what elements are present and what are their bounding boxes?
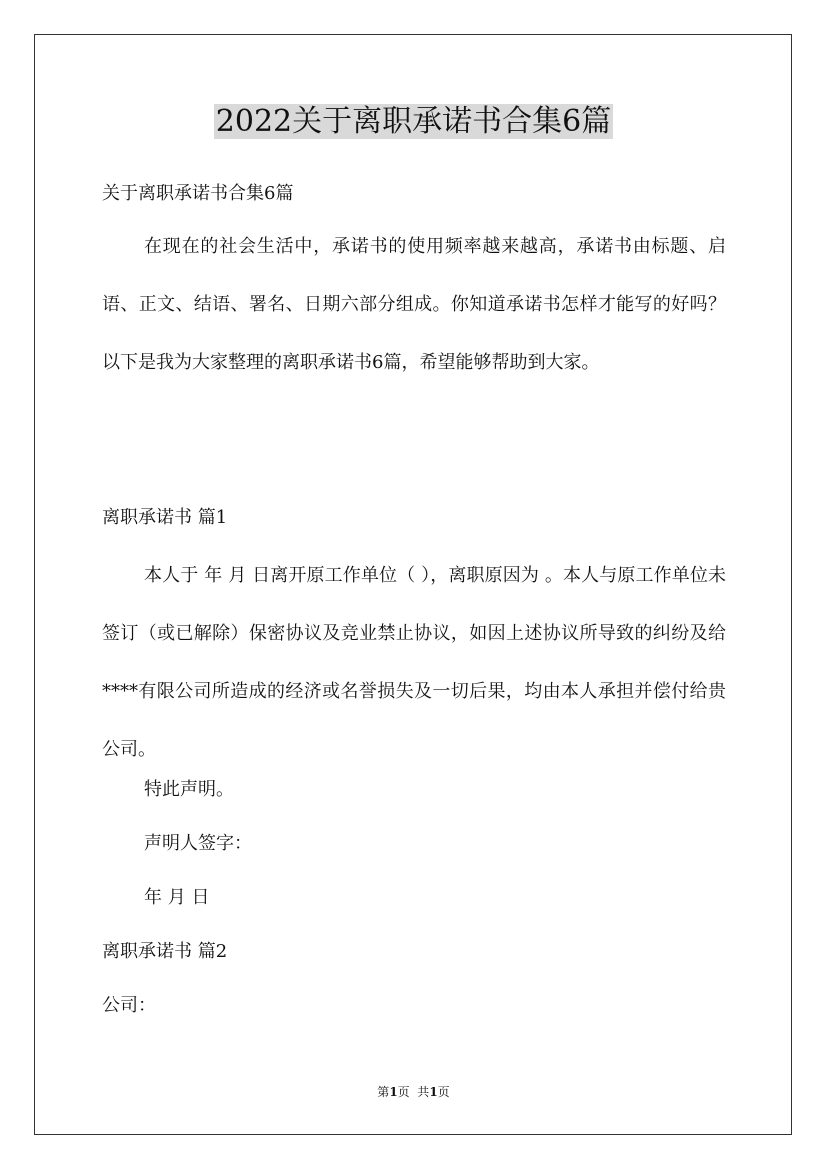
section-2-salutation: 公司： — [102, 995, 156, 1016]
section-2-heading: 离职承诺书 篇2 — [102, 941, 228, 962]
declaration-text: 特此声明。 — [144, 779, 234, 800]
footer-total-pages: 1 — [429, 1085, 438, 1099]
intro-paragraph: 在现在的社会生活中，承诺书的使用频率越来越高，承诺书由标题、启语、正文、结语、署名、日期六部分组成。你知道承诺书怎样才能写的好吗？以下是我为大家整理的离职承诺书6篇，希望能够帮助到大家。 — [102, 236, 726, 373]
section-1-heading: 离职承诺书 篇1 — [102, 507, 228, 528]
document-title — [0, 100, 827, 144]
footer-page-prefix: 第 — [377, 1085, 390, 1099]
document-subtitle: 关于离职承诺书合集6篇 — [102, 183, 294, 204]
page-footer — [0, 1084, 827, 1100]
document-title-text: 2022关于离职承诺书合集6篇 — [215, 104, 612, 139]
footer-page-suffix: 页 共 — [397, 1085, 430, 1099]
signature-line: 声明人签字： — [144, 833, 252, 854]
footer-page-number: 1 — [389, 1085, 398, 1099]
footer-total-suffix: 页 — [437, 1085, 450, 1099]
date-line: 年 月 日 — [144, 887, 210, 908]
section-1-body: 本人于 年 月 日离开原工作单位（ ），离职原因为 。本人与原工作单位未签订（或已解除）保密协议及竞业禁止协议，如因上述协议所导致的纠纷及给****有限公司所造成的经济或名誉损失及一切后果，均由本人承担并偿付给贵公司。 — [102, 565, 726, 760]
